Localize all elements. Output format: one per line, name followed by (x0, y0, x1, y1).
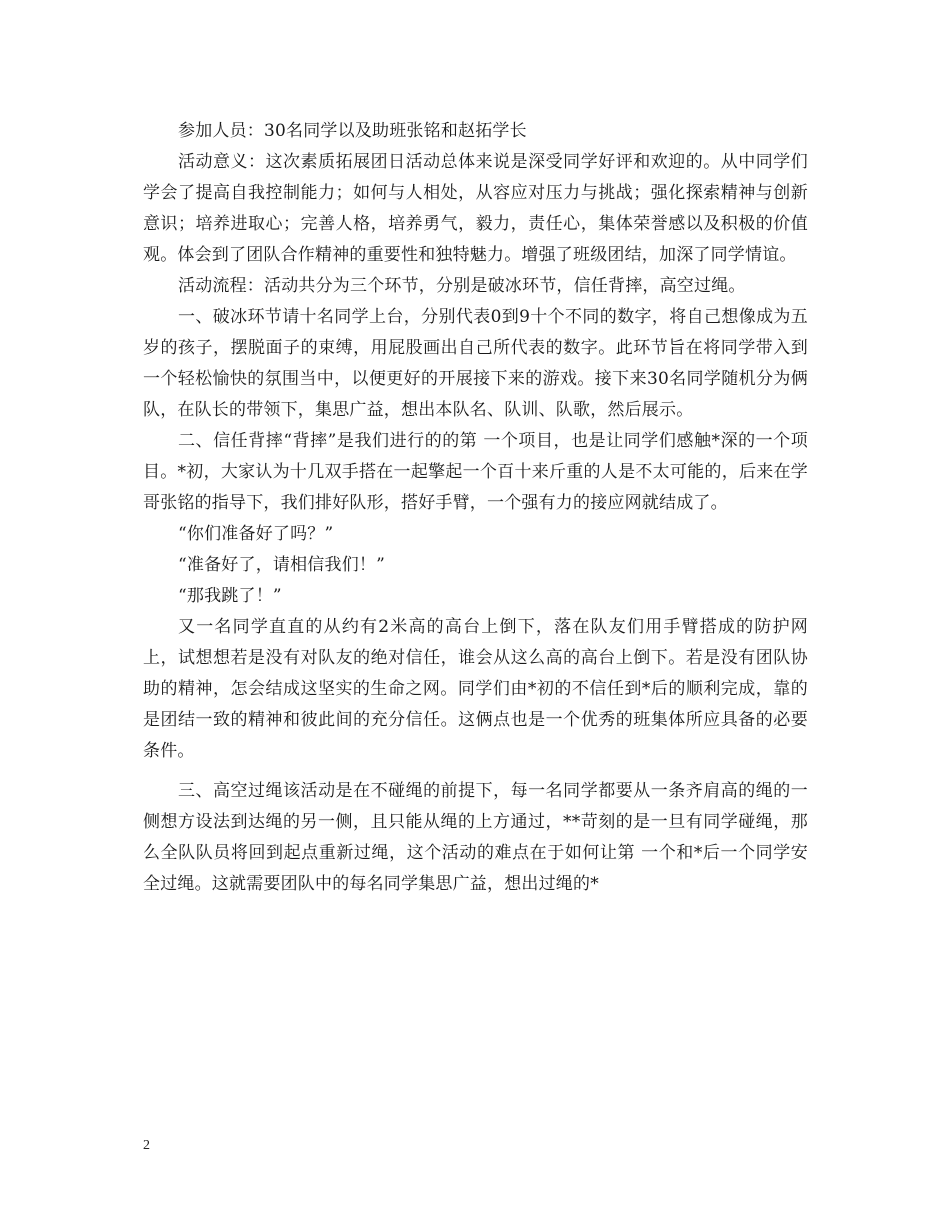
paragraph-process: 活动流程：活动共分为三个环节，分别是破冰环节，信任背摔，高空过绳。 (178, 276, 746, 296)
dialogue-line-ready-question: “你们准备好了吗？” (178, 524, 334, 544)
dialogue-line-ready-answer: “准备好了，请相信我们！” (178, 555, 385, 575)
paragraph-participants: 参加人员：30名同学以及助班张铭和赵拓学长 (178, 121, 527, 141)
document-body (143, 116, 808, 900)
page-number: 2 (143, 1138, 150, 1153)
paragraph-rope-crossing: 三、高空过绳该活动是在不碰绳的前提下，每一名同学都要从一条齐肩高的绳的一侧想方设法到达绳的另一侧，且只能从绳的上方通过，**苛刻的是一旦有同学碰绳，那么全队队员将回到起点重新过绳，这个活动的难点在于如何让第 一个和*后一个同学安全过绳。这就需要团队中的每名同学集思广益，想出过绳的* (143, 781, 808, 894)
paragraph-icebreaker: 一、破冰环节请十名同学上台，分别代表0到9十个不同的数字，将自己想像成为五岁的孩子，摆脱面子的束缚，用屁股画出自己所代表的数字。此环节旨在将同学带入到一个轻松愉快的氛围当中，以便更好的开展接下来的游戏。接下来30名同学随机分为俩队，在队长的带领下，集思广益，想出本队名、队训、队歌，然后展示。 (143, 307, 808, 420)
dialogue-line-jump: “那我跳了！” (178, 586, 282, 606)
paragraph-trust-fall: 二、信任背摔“背摔”是我们进行的的第 一个项目，也是让同学们感触*深的一个项目。*初，大家认为十几双手搭在一起擎起一个百十来斤重的人是不太可能的，后来在学哥张铭的指导下，我们排好队形，搭好手臂，一个强有力的接应网就结成了。 (143, 431, 808, 513)
paragraph-significance: 活动意义：这次素质拓展团日活动总体来说是深受同学好评和欢迎的。从中同学们学会了提高自我控制能力；如何与人相处，从容应对压力与挑战；强化探索精神与创新意识；培养进取心；完善人格，培养勇气，毅力，责任心，集体荣誉感以及积极的价值观。体会到了团队合作精神的重要性和独特魅力。增强了班级团结，加深了同学情谊。 (143, 152, 808, 265)
paragraph-trust-reflection: 又一名同学直直的从约有2米高的高台上倒下，落在队友们用手臂搭成的防护网上，试想想若是没有对队友的绝对信任，谁会从这么高的高台上倒下。若是没有团队协助的精神，怎会结成这坚实的生命之网。同学们由*初的不信任到*后的顺利完成，靠的是团结一致的精神和彼此间的充分信任。这俩点也是一个优秀的班集体所应具备的必要条件。 (143, 617, 808, 761)
